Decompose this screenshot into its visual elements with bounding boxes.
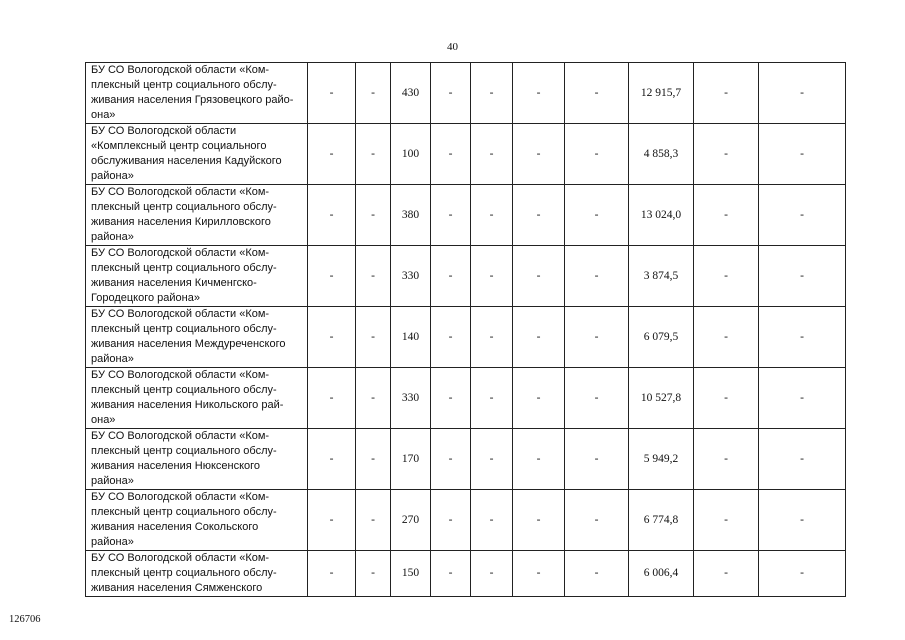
institution-name-line: живания населения Нюксенского — [91, 460, 261, 472]
institution-name-line: БУ СО Вологодской области «Ком- — [91, 552, 270, 564]
value-cell: 380 — [391, 185, 431, 246]
institution-name-line: она» — [91, 109, 116, 121]
institution-name-line: БУ СО Вологодской области «Ком- — [91, 186, 270, 198]
institution-name-line: живания населения Сокольского — [91, 521, 259, 533]
value-cell: 170 — [391, 429, 431, 490]
value-cell: - — [565, 307, 629, 368]
amount-cell: 12 915,7 — [629, 63, 694, 124]
institution-name-line: живания населения Кичменгско- — [91, 277, 257, 289]
value-cell: - — [356, 63, 391, 124]
institution-name-line: БУ СО Вологодской области — [91, 125, 237, 137]
value-cell: - — [513, 368, 565, 429]
institution-name-line: плексный центр социального обслу- — [91, 79, 277, 91]
institution-name-line: Городецкого района» — [91, 292, 200, 304]
institution-name-line: живания населения Кирилловского — [91, 216, 271, 228]
value-cell: - — [356, 246, 391, 307]
institution-name-line: «Комплексный центр социального — [91, 140, 267, 152]
institution-name-cell — [86, 185, 308, 246]
value-cell: - — [431, 63, 471, 124]
value-cell: - — [431, 307, 471, 368]
value-cell: - — [356, 368, 391, 429]
value-cell: - — [694, 490, 759, 551]
value-cell: - — [565, 185, 629, 246]
institution-name-line: БУ СО Вологодской области «Ком- — [91, 64, 270, 76]
value-cell: - — [759, 429, 846, 490]
table-row — [86, 490, 846, 551]
value-cell: - — [513, 63, 565, 124]
value-cell: - — [471, 490, 513, 551]
amount-cell: 10 527,8 — [629, 368, 694, 429]
value-cell: - — [431, 246, 471, 307]
value-cell: - — [694, 307, 759, 368]
value-cell: - — [471, 429, 513, 490]
value-cell: - — [356, 490, 391, 551]
amount-cell: 6 079,5 — [629, 307, 694, 368]
value-cell: - — [759, 490, 846, 551]
institution-name-line: живания населения Сямженского — [91, 582, 263, 594]
value-cell: - — [565, 490, 629, 551]
institution-name-line: БУ СО Вологодской области «Ком- — [91, 308, 270, 320]
value-cell: - — [694, 368, 759, 429]
value-cell: - — [513, 124, 565, 185]
table-row — [86, 429, 846, 490]
table-row — [86, 551, 846, 597]
institution-name-line: плексный центр социального обслу- — [91, 384, 277, 396]
value-cell: - — [471, 246, 513, 307]
value-cell: - — [759, 185, 846, 246]
institution-name-line: плексный центр социального обслу- — [91, 323, 277, 335]
value-cell: - — [308, 490, 356, 551]
page-number: 40 — [447, 41, 458, 53]
value-cell: - — [513, 490, 565, 551]
institution-name-line: БУ СО Вологодской области «Ком- — [91, 247, 270, 259]
institution-name-line: района» — [91, 475, 134, 487]
value-cell: - — [431, 124, 471, 185]
value-cell: - — [356, 185, 391, 246]
table-row — [86, 246, 846, 307]
institution-name-line: живания населения Грязовецкого райо- — [91, 94, 294, 106]
value-cell: - — [565, 246, 629, 307]
value-cell: - — [694, 551, 759, 597]
value-cell: - — [565, 429, 629, 490]
amount-cell: 13 024,0 — [629, 185, 694, 246]
value-cell: - — [356, 429, 391, 490]
value-cell: - — [308, 63, 356, 124]
value-cell: - — [431, 185, 471, 246]
table-row — [86, 185, 846, 246]
value-cell: - — [356, 307, 391, 368]
value-cell: 330 — [391, 246, 431, 307]
value-cell: - — [513, 429, 565, 490]
value-cell: - — [308, 368, 356, 429]
document-code: 126706 — [9, 614, 41, 625]
institution-name-line: она» — [91, 414, 116, 426]
value-cell: - — [308, 124, 356, 185]
value-cell: - — [471, 551, 513, 597]
table-row — [86, 124, 846, 185]
value-cell: - — [694, 429, 759, 490]
institution-name-cell — [86, 490, 308, 551]
value-cell: - — [513, 307, 565, 368]
institution-name-line: БУ СО Вологодской области «Ком- — [91, 491, 270, 503]
value-cell: - — [565, 124, 629, 185]
value-cell: - — [308, 551, 356, 597]
data-table — [85, 62, 846, 597]
value-cell: - — [471, 368, 513, 429]
institution-name-line: района» — [91, 353, 134, 365]
institution-name-cell — [86, 307, 308, 368]
value-cell: - — [308, 429, 356, 490]
value-cell: - — [694, 246, 759, 307]
value-cell: - — [431, 551, 471, 597]
value-cell: - — [759, 551, 846, 597]
amount-cell: 4 858,3 — [629, 124, 694, 185]
institution-name-line: района» — [91, 231, 134, 243]
value-cell: - — [431, 368, 471, 429]
institution-name-line: живания населения Никольского рай- — [91, 399, 284, 411]
amount-cell: 6 006,4 — [629, 551, 694, 597]
value-cell: - — [759, 63, 846, 124]
table-body — [86, 63, 846, 597]
institution-name-line: плексный центр социального обслу- — [91, 567, 277, 579]
table-row — [86, 63, 846, 124]
institution-name-line: обслуживания населения Кадуйского — [91, 155, 282, 167]
value-cell: - — [471, 307, 513, 368]
institution-name-line: живания населения Междуреченского — [91, 338, 286, 350]
table-row — [86, 368, 846, 429]
value-cell: - — [565, 551, 629, 597]
value-cell: 330 — [391, 368, 431, 429]
value-cell: - — [471, 63, 513, 124]
institution-name-cell — [86, 551, 308, 597]
institution-name-line: плексный центр социального обслу- — [91, 201, 277, 213]
value-cell: 100 — [391, 124, 431, 185]
value-cell: - — [694, 63, 759, 124]
amount-cell: 6 774,8 — [629, 490, 694, 551]
value-cell: - — [513, 551, 565, 597]
value-cell: - — [759, 307, 846, 368]
institution-name-line: БУ СО Вологодской области «Ком- — [91, 430, 270, 442]
value-cell: - — [356, 551, 391, 597]
institution-name-cell — [86, 368, 308, 429]
value-cell: - — [431, 490, 471, 551]
institution-name-cell — [86, 246, 308, 307]
value-cell: - — [513, 246, 565, 307]
value-cell: - — [565, 63, 629, 124]
institution-name-line: плексный центр социального обслу- — [91, 445, 277, 457]
value-cell: - — [694, 124, 759, 185]
value-cell: 270 — [391, 490, 431, 551]
value-cell: - — [513, 185, 565, 246]
institution-name-line: плексный центр социального обслу- — [91, 262, 277, 274]
value-cell: 430 — [391, 63, 431, 124]
table-row — [86, 307, 846, 368]
institution-name-line: района» — [91, 170, 134, 182]
institution-name-line: БУ СО Вологодской области «Ком- — [91, 369, 270, 381]
amount-cell: 5 949,2 — [629, 429, 694, 490]
value-cell: 150 — [391, 551, 431, 597]
value-cell: 140 — [391, 307, 431, 368]
value-cell: - — [759, 124, 846, 185]
institution-name-cell — [86, 63, 308, 124]
value-cell: - — [431, 429, 471, 490]
institution-name-cell — [86, 429, 308, 490]
value-cell: - — [308, 307, 356, 368]
value-cell: - — [694, 185, 759, 246]
value-cell: - — [565, 368, 629, 429]
amount-cell: 3 874,5 — [629, 246, 694, 307]
value-cell: - — [471, 185, 513, 246]
value-cell: - — [308, 246, 356, 307]
value-cell: - — [759, 368, 846, 429]
institution-name-cell — [86, 124, 308, 185]
value-cell: - — [356, 124, 391, 185]
institution-name-line: района» — [91, 536, 134, 548]
institution-name-line: плексный центр социального обслу- — [91, 506, 277, 518]
value-cell: - — [471, 124, 513, 185]
value-cell: - — [759, 246, 846, 307]
value-cell: - — [308, 185, 356, 246]
